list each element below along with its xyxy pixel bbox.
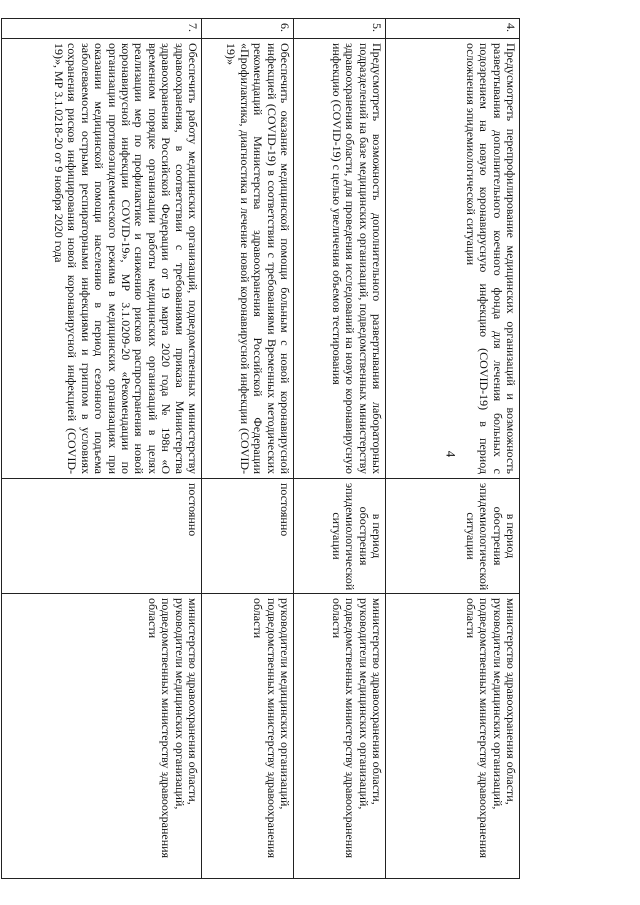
- responsible-text: министерство здравоохранения области, руководители медицинских организаций, подведомственных министерству здравоохранения области: [386, 594, 520, 879]
- row-number: 6.: [202, 19, 294, 39]
- responsible-text: руководители медицинских организаций, подведомственных министерству здравоохранения области: [202, 594, 294, 879]
- task-text: Обеспечить работу медицинских организаций, подведомственных министерству здравоохранения, в соответствии с требованиями приказа Министерства здравоохранения Российской Федерации от 19 марта 2020 года № 198н «О временном порядке организации работы медицинских организаций в целях реализации мер по профилактике и снижению рисков распространения новой коронавирусной инфекции COVID-19», МР 3.1.0209-20 «Рекомендации по организации противоэпидемического режима в медицинских организациях при оказании медицинской помощи населению в период сезонного подъема заболеваемости острыми респираторными инфекциями и гриппом в условиях сохранения рисков инфицирования новой коронавирусной инфекцией (COVID-19)», МР 3.1.0218-20 от 9 ноября 2020 года: [2, 39, 202, 479]
- responsible-text: министерство здравоохранения области, руководители медицинских организаций, подведомственных министерству здравоохранения области: [294, 594, 386, 879]
- task-text: Предусмотреть перепрофилирование медицинских организаций и возможность развертывания дополнительного коечного фонда для лечения больных с подозрением на новую коронавирусную инфекцию (COVID-19) в период осложнения эпидемиологической ситуации: [386, 39, 520, 479]
- page-number: 4: [443, 450, 459, 458]
- task-text: Предусмотреть возможность дополнительного развертывания лабораторных подразделений на базе медицинских организаций, подведомственных министерству здравоохранения области, для проведения исследований на новую коронавирусную инфекцию (COVID-19) с целью увеличения объемов тестирования: [294, 39, 386, 479]
- deadline-text: постоянно: [202, 479, 294, 594]
- deadline-text: постоянно: [2, 479, 202, 594]
- table-row: [2, 19, 202, 879]
- table-row: [202, 19, 294, 879]
- responsible-text: министерство здравоохранения области, руководители медицинских организаций, подведомственных министерству здравоохранения области: [2, 594, 202, 879]
- row-number: 4.: [386, 19, 520, 39]
- row-number: 7.: [2, 19, 202, 39]
- deadline-text: в период обострения эпидемиологической ситуации: [294, 479, 386, 594]
- rotated-table-container: [0, 18, 520, 878]
- row-number: 5.: [294, 19, 386, 39]
- deadline-text: в период обострения эпидемиологической ситуации: [386, 479, 520, 594]
- measures-table: [1, 18, 520, 879]
- task-text: Обеспечить оказание медицинской помощи больным с новой коронавирусной инфекцией (COVID-19) в соответствии с требованиями Временных методических рекомендаций Министерства здравоохранения Российской Федерации «Профилактика, диагностика и лечение новой коронавирусной инфекции (COVID-19)»: [202, 39, 294, 479]
- table-row: [294, 19, 386, 879]
- table-row: [386, 19, 520, 879]
